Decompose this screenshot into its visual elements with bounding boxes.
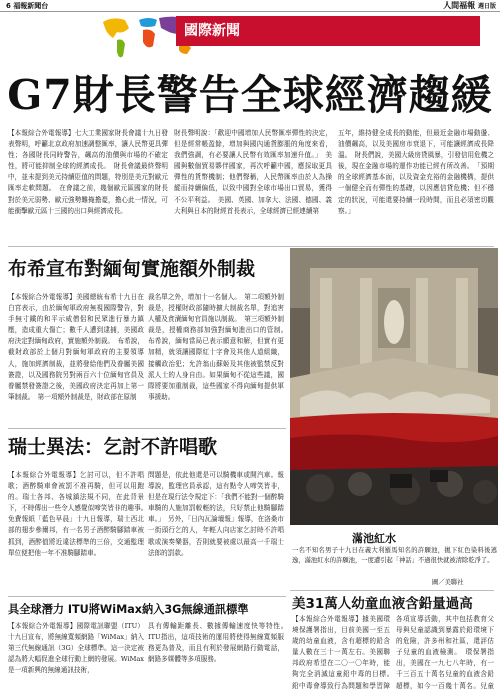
swiss-col1: 【本報綜合外電報導】乞討可以，但不許唱歌；酒醉騎車會被罰不准再騎，但可以用跑的。瑞士各邦、各城鎮法規不同，在此背景下，不時傳出一些令人感覺似啼笑皆非的趣事。 免費報紙「藍色早晨」十九日報導，瑞士西北部的翅步參爾邦，有一名男子酒醉騎腳踏車被抓到，酒醉值將近違法標準的三倍，交通監理單位便把他一年不准騎腳踏車。 [8,471,144,557]
trevi-fountain-photo [290,248,498,525]
page-header [0,0,500,12]
section-banner: 國際新聞 [176,16,480,46]
photo-title: 滿池紅水 [352,532,396,545]
lead-article-col1: 【本報綜合外電報導】七大工業國家財長會議十九日發表聲明，呼籲北京政府加速調整匯率，讓人民幣更具彈性；各國財長同時警告，飆高的油價與市場的不確定性，將可能抑制全球的經濟成長。 財長會議最終聲明中，並未提到美元持續貶值的問題，特別是美元對歐元匯率走軟問題。 在會議之前，幾個歐元區國家的財長對於美元弱勢、歐元強勢難掩擔憂，擔心此一情況，可能衝擊歐元區十三國的出口與經濟成長。 [8,129,168,215]
swiss-headline: 瑞士異法：乞討不許唱歌 [8,436,218,458]
header-rule [0,11,500,12]
lead-article-col2: 財長聲明說：「歡迎中國增加人民幣匯率彈性的決定，但是經常帳盈餘，增加與國內通貨膨脹的角度來看，我們強調，有必要讓人民幣有效匯率加速升值。」 美國與數個貿易夥伴國家，再次呼籲中國，應採取更具彈性的貨幣機制；他們聲稱，人民幣匯率由於人為操縱而持續偏低，以致中國對全球市場出口貿易，獲得不公平利益。 美國、英國、加拿大、法國、德國、義大利與日本的財經首長表示，全球經濟已經連續第 [174,129,332,215]
itu-col1: 【本報綜合外電報導】國際電訊聯盟（ITU）十九日宣布，將無線寬頻網路「WiMax」納入第三代無線通訊（3G）全球標準。這一決定被認為將大幅促進全球行動上網的發展。WiMax是一項新興的無線通訊技術， [8,622,144,675]
lead-article-col3: 五年，維持健全成長的動能，但最近金融市場動盪、油價飆高，以及美國房市衰退下，可能讓經濟成長降溫。 財長們說，美國大級房貸風暴，引發信用危機之後，現在金融市場的運作功能已經有所改善。 「預期的全球經濟基本面，以及資金充裕的金融機構，提供一個健全而有彈性的基礎，以因應信貸危機；但不穩定的狀況，可能還要持續一段時間，而且必須密切觀察。」 [338,129,494,215]
itu-headline: 具全球潛力 ITU將WiMax納入3G無線通訊標準 [8,603,249,616]
photo-credit: 圖／美聯社 [432,579,464,586]
divider [8,596,286,597]
lead-poisoning-col1: 【本報綜合外電報導】據美國環境保護署指出，目前美國一至五歲的幼童血液，含有超標的鉛含量人數在三十一萬左右。美國聯邦政府希望在二〇一〇年時，能夠完全消滅這童鉛中毒的目標。 鉛中毒會導致行為問題和學習障 [292,615,390,690]
lead-headline: G7財長警告全球經濟趨緩 [7,71,493,119]
divider [290,590,494,591]
myanmar-col1: 【本報綜合外電報導】美國總統布希十九日在白宮表示，由於緬甸軍政府無視國際警告，對手無寸鐵的和平示威僧侶和民眾進行暴力鎮壓，造成重大傷亡；數千人遭到逮捕，美國政府決定對緬甸政府，實施額外制裁。 布希說，截財政部於上個月對緬甸軍政府的主要領導人，施加經濟制裁，並將發給他們及眷屬美國簽證，以及國務院另對兩百六十位緬甸官員及眷屬禁發簽證之後，美國政府決定再加上第一筆制裁。 第一項額外制裁是，財政部在原制 [8,293,144,401]
divider [8,246,494,247]
masthead-brand: 人間福報 週日版 [443,0,496,10]
divider [8,428,286,429]
photo-caption: 一名不知名男子十九日在義大利羅馬知名的許願池，拋下紅色染料後逃逸，滿池紅水的許願池，一度遭引起「神話」不過很快就被清除乾淨了。 [292,547,497,564]
page-number: 6 福報新聞台 [6,2,49,10]
myanmar-headline: 布希宣布對緬甸實施額外制裁 [8,258,256,280]
lead-poisoning-col2: 各項宣導活動，其中包括教育父母與兒童認識到暴露於鉛環境下的危險，許多州和社區，還評估子兒童的血液檢測。 環保署指出，美國在一九七八年時，有一千三百五十萬名兒童的血液含鉛超標，如今一百幾十萬名。兒童 [396,615,494,690]
itu-col2: 具有傳輸距離長、數據傳輸速度快等特性。 ITU指出，這項技術的運用將使得無線寬頻服務更為普及，而且有利於發展網路行動電話，網路多媒體等多項服務。 [148,622,284,664]
myanmar-col2: 裁名單之外，增加十一名個人。 第二項額外制裁是，授權財政部隨時擴大制裁名單，對追害人權及貪瀆緬甸官員施以制裁。 第三項額外制裁是，授權商務部加強對緬甸進出口的管制。 布希說，緬甸當局已表示願意和解，但實有更加精，就須讓國際紅十字會及其他人道組織，接觸政治犯；允許翁山蘇姬及其他被監禁反對派人士的人身自由。如果緬甸不從這些議，國際將要加重制裁，這些國家不得向緬甸提供軍事援助。 [148,293,284,401]
swiss-col2: 問題是，依此他還是可以騎機車或開汽車。報導說，監理官員承認，這有點令人啼笑皆非，但是在現行法令規定下：「我們不能對一個醉騎車騎的人施加罰較輕的法，只好禁止他騎腳踏車。」 另外，「日內瓦論壇報」報導，在洛桑市一街頭行乞的人，年輕人向店家乞討時不許唱歌或演奏樂器，否則就要被處以最高一千瑞士法郎的罰款。 [148,471,284,557]
lead-poisoning-headline: 美31萬人幼童血液含鉛量過高 [292,596,473,612]
